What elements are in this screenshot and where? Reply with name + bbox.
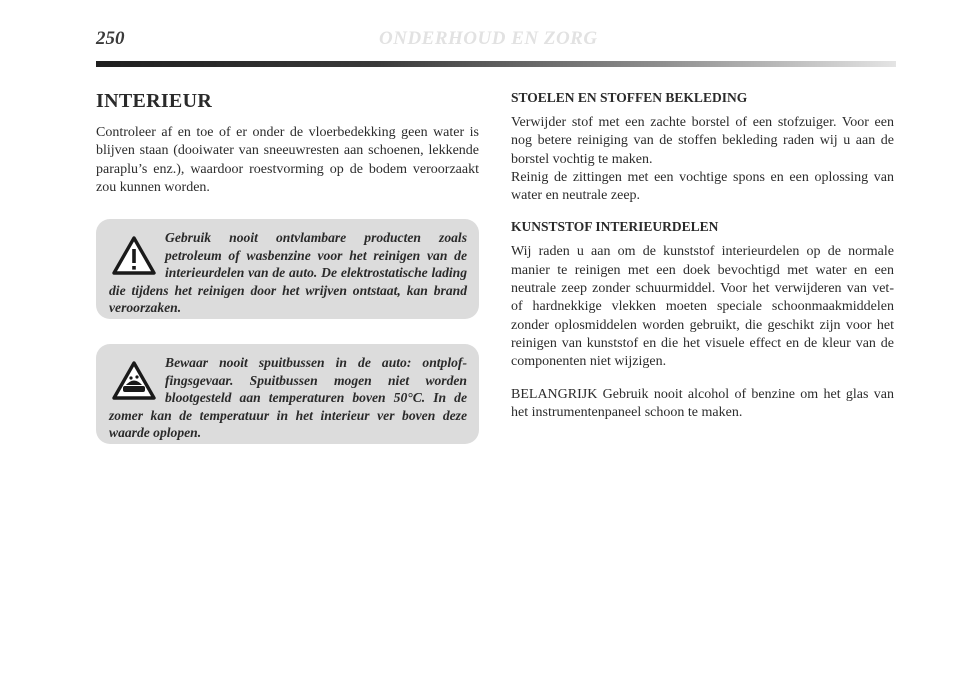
stoelen-paragraph-1: Verwijder stof met een zachte borstel of een stofzuiger. Voor een nog betere reiniging van de stoffen bekleding raden wij u aan de borstel vochtig te maken. [511,115,894,167]
warning-triangle-icon [109,229,159,279]
page-number: 250 [96,28,125,49]
section-title: ONDERHOUD EN ZORG [379,28,598,49]
left-column [96,90,479,197]
stoelen-heading: STOELEN EN STOFFEN BEKLEDING [511,90,748,105]
kunststof-paragraph: Wij raden u aan om de kunststof interieurdelen op de normale manier te reinigen met een doek bevochtigd met water en een neutrale zeep zonder schuurmiddel. Voor het verwijderen van vet- of hardnekkige vlekken moeten speciale schoonmaakmiddelen zonder oplosmiddelen worden gebruikt, die geschikt zijn voor het reinigen van kunststof en die het visuele effect en de kleur van de componenten niet wijzigen. [511,244,894,370]
stoelen-paragraph-2: Reinig de zittingen met een vochtige spons en een oplossing van water en neutrale zeep. [511,169,894,204]
warning-box-flammable [96,219,479,319]
belangrijk-paragraph: BELANGRIJK Gebruik nooit alcohol of benzine om het glas van het instrumentenpaneel schoon te maken. [511,386,894,420]
warning-text-flammable: Gebruik nooit ontvlambare producten zoals petroleum of wasbenzine voor het reinigen van de interieurdelen van de auto. De elektrostatische lading die tijdens het reinigen door het wrijven ontstaat, kan brand veroorzaken. [109,230,467,315]
interieur-paragraph: Controleer af en toe of er onder de vloerbedekking geen water is blijven staan (dooiwater van sneeuwresten aan schoenen, lekkende paraplu’s enz.), waardoor roestvorming op de bodem veroorzaakt zou kunnen worden. [96,125,479,195]
kunststof-heading: KUNSTSTOF INTERIEURDELEN [511,219,719,235]
interieur-heading: INTERIEUR [96,90,213,112]
right-column [511,90,894,422]
warning-text-aerosol: Bewaar nooit spuitbussen in de auto: ontploffingsgevaar. Spuitbussen mogen niet worden blootgesteld aan temperaturen boven 50°C. In de zomer kan de temperatuur in het interieur ver boven deze waarde oplopen. [109,355,467,440]
header-rule [96,61,896,67]
aerosol-hazard-icon [109,354,159,404]
warning-box-aerosol [96,344,479,444]
